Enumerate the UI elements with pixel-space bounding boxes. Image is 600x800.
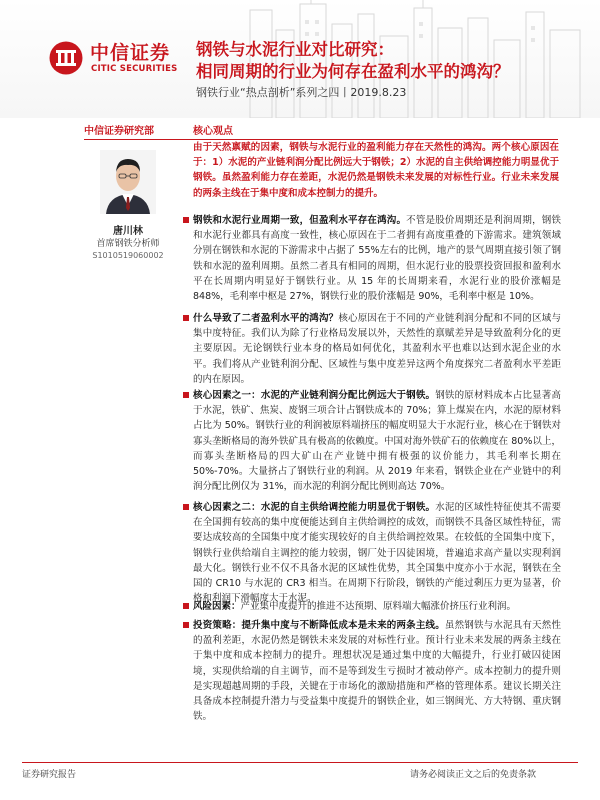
- analyst-name: 唐川林: [113, 226, 143, 237]
- core-summary: 由于天然禀赋的因素，钢铁与水泥行业的盈利能力存在天然性的鸿沟。两个核心原因在于：1）水泥的产业链利润分配比例远大于钢铁；2）水泥的自主供给调控能力明显优于钢铁。虽然盈利能力存在差距，水泥仍然是钢铁未来发展的对标性行业。行业未来发展的两条主线在于集中度和成本控制力的提升。: [193, 142, 559, 199]
- analyst-avatar: [100, 150, 156, 214]
- section-body: 核心原因在于不同的产业链利润分配和不同的区域与集中度特征。我们认为除了行业格局发展以外，天然性的禀赋差异是导致盈利分化的更主要原因。无论钢铁行业本身的格局如何优化，其盈利水平也难以达到水泥企业的水平。我们将从产业链利润分配、区域性与集中度差异这两个角度探究二者盈利水平差距的内在原因。: [193, 313, 561, 385]
- report-title-line1: 钢铁与水泥行业对比研究：: [196, 40, 394, 59]
- report-subtitle: 钢铁行业“热点剖析”系列之四丨2019.8.23: [196, 86, 407, 99]
- analyst-title: 首席钢铁分析师: [96, 239, 160, 249]
- section-body: 虽然钢铁与水泥具有天然性的盈利差距，水泥仍然是钢铁未来发展的对标性行业。预计行业未来发展的两条主线在于集中度和成本控制力的提升。理想状况是通过集中度的大幅提升，行业打破囚徒困境，实现供给端的自主调节，而不是等到发生亏损时才被动停产。成本控制力的提升则是实现超越周期的手段，关键在于市场化的激励措施和严格的管理体系。建议长期关注具备成本控制提升潜力与受益集中度提升的钢铁企业，如三钢闽光、方大特钢、重庆钢铁。: [193, 620, 561, 723]
- section-bullet-icon: [183, 315, 189, 321]
- footer-disclaimer: 请务必阅读正文之后的免责条款: [410, 770, 537, 780]
- section-factor-one: [193, 388, 561, 494]
- section-lead: 核心因素之二：水泥的自主供给调控能力明显优于钢铁。: [193, 502, 436, 513]
- section-lead: 什么导致了二者盈利水平的鸿沟？: [193, 313, 339, 324]
- brand-name-en: CITIC SECURITIES: [91, 64, 178, 74]
- report-title-line2: 相同周期的行业为何存在盈利水平的鸿沟？: [196, 62, 510, 81]
- section-strategy: [193, 618, 561, 724]
- section-body: 水泥的区域性特征使其不需要在全国拥有较高的集中度便能达到自主供给调控的成效，而钢铁不具备区域性特征，需要达成较高的全国集中度才能实现较好的自主供给调控效果。在较低的全国集中度下，钢铁行业供给端自主调控的能力较弱，钢厂处于囚徒困境，普遍追求高产量以实现利润最大化。钢铁行业不仅不具备水泥的区域性优势，其全国集中度亦小于水泥，钢铁在全国的 CR10 与水泥的 CR3 相当。在周期下行阶段，钢铁的产能过剩压力更为显著，价格和利润下滑幅度大于水泥。: [193, 502, 561, 605]
- section-factor-two: [193, 500, 561, 606]
- report-header: [0, 0, 600, 118]
- brand-logo: [48, 40, 188, 80]
- section-lead: 投资策略：提升集中度与不断降低成本是未来的两条主线。: [193, 620, 445, 631]
- section-body: 不管是股价周期还是利润周期，钢铁和水泥行业都具有高度一致性，核心原因在于二者拥有高度重叠的下游需求。建筑领域分别在钢铁和水泥的下游需求中占据了 55%左右的比例，地产的景气周期直接引领了钢铁和水泥的盈利周期。虽然二者具有相同的周期，但水泥行业的股票投资回报和盈利水平在长周期内明显好于钢铁行业。从 15 年的长周期来看，水泥行业的股价涨幅是 848%，毛利率中枢是 27%，钢铁行业的股价涨幅是 90%，毛利率中枢是 10%。: [193, 215, 561, 303]
- section-bullet-icon: [183, 504, 189, 510]
- footer-report-type: 证券研究报告: [22, 770, 77, 780]
- analyst-license-id: S1010519060002: [92, 251, 164, 260]
- section-lead: 风险因素：: [193, 601, 241, 612]
- section-body: 产业集中度提升的推进不达预期、原料端大幅涨价挤压行业利润。: [240, 601, 517, 612]
- core-views-heading: 核心观点: [193, 126, 233, 137]
- org-label: 中信证券研究部: [84, 126, 154, 137]
- citic-emblem-icon: [48, 40, 84, 76]
- section-cycle: [193, 213, 561, 304]
- section-bullet-icon: [183, 217, 189, 223]
- section-bullet-icon: [183, 603, 189, 609]
- section-bullet-icon: [183, 622, 189, 628]
- section-cause: [193, 311, 561, 387]
- section-lead: 钢铁和水泥行业周期一致，但盈利水平存在鸿沟。: [193, 215, 407, 226]
- section-body: 钢铁的原材料成本占比显著高于水泥，铁矿、焦炭、废钢三项合计占钢铁成本的 70%；算上煤炭在内，水泥的原材料占比为 50%。钢铁行业的利润被原料端挤压的幅度明显大于水泥行业，核心在于钢铁对寡头垄断格局的海外铁矿具有极高的依赖度。中国对海外铁矿石的依赖度在 80%以上，而寡头垄断格局的四大矿山在产业链中拥有极强的议价能力，其毛利率长期在 50%-70%。大量挤占了钢铁行业的利润。从 2019 年来看，钢铁企业在产业链中的利润分配比例仅为 31%，而水泥的利润分配比例则高达 70%。: [193, 390, 561, 493]
- brand-name-cn: 中信证券: [90, 42, 171, 64]
- section-bullet-icon: [183, 392, 189, 398]
- footer-divider: [22, 762, 578, 763]
- section-risk: [193, 599, 561, 614]
- section-lead: 核心因素之一：水泥的产业链利润分配比例远大于钢铁。: [193, 390, 436, 401]
